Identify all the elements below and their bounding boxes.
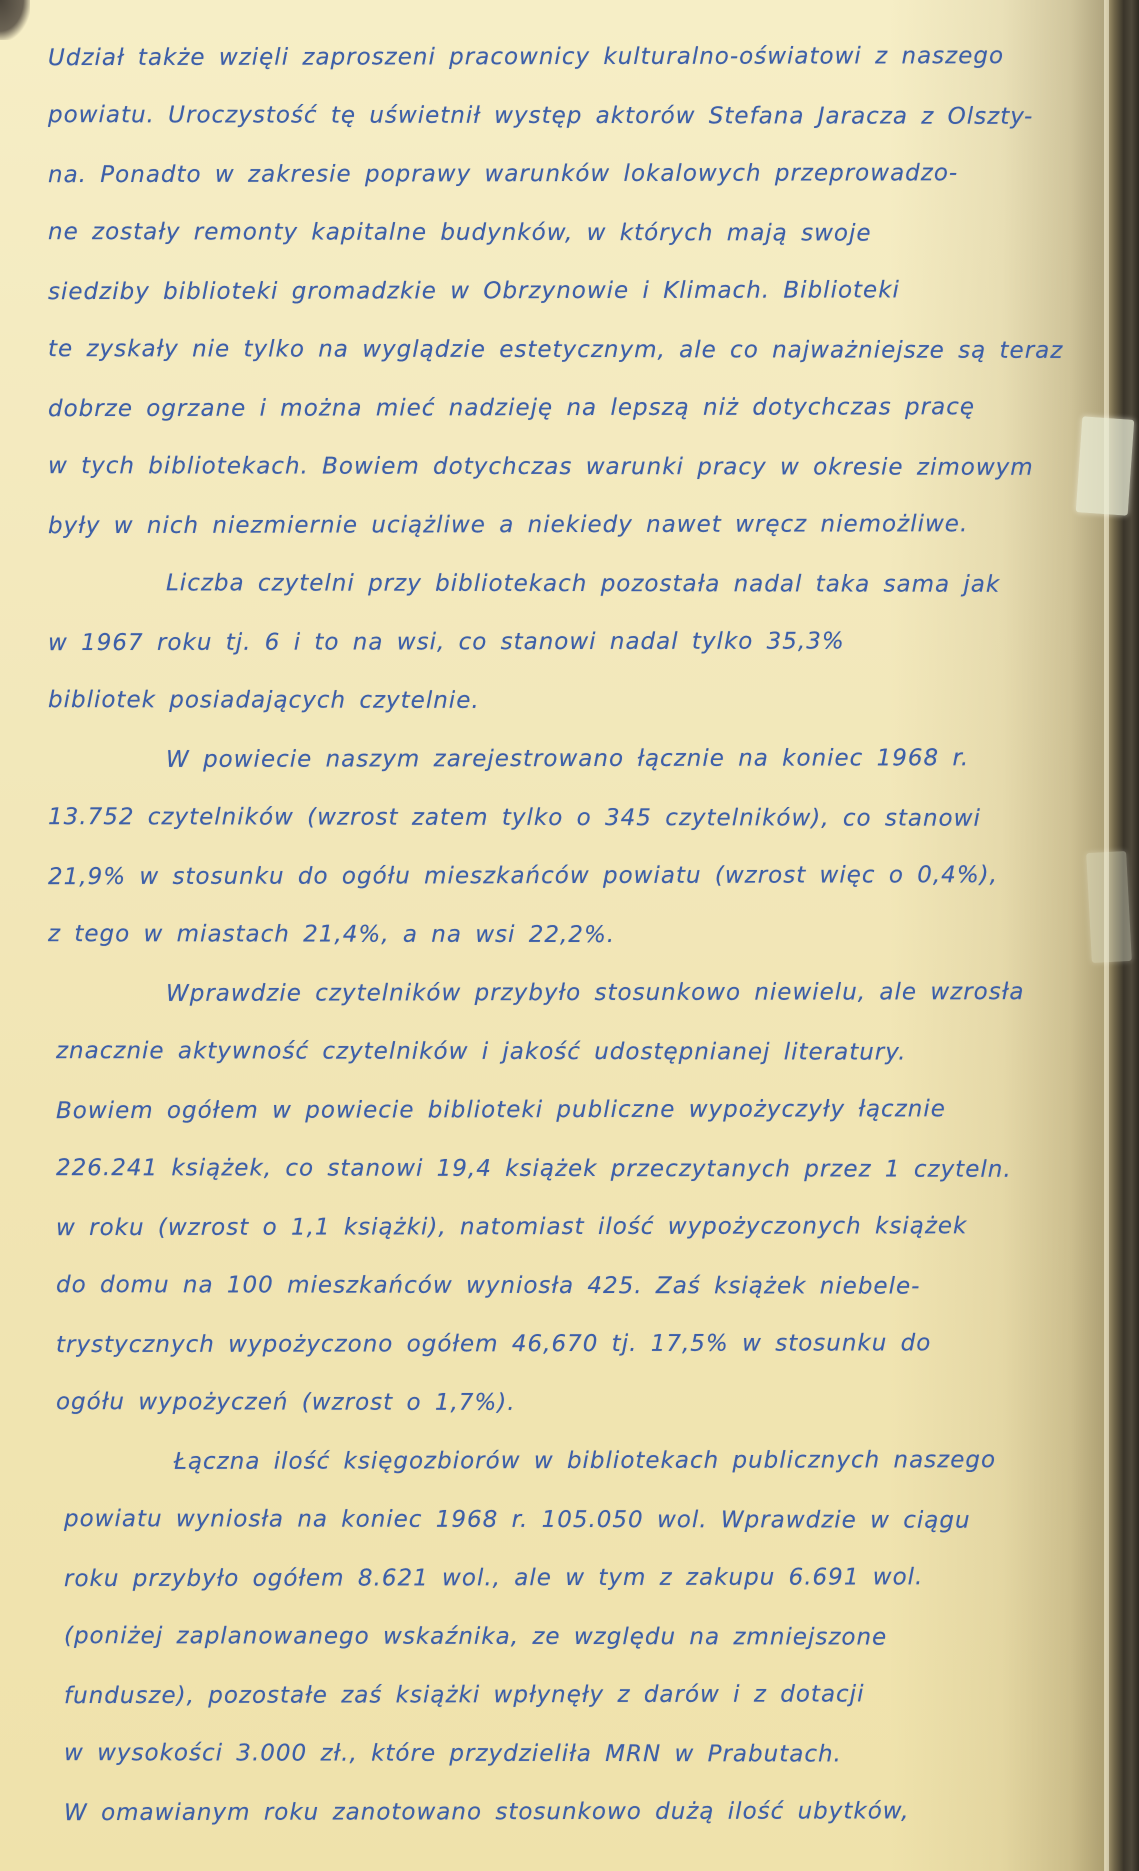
handwritten-line: Wprawdzie czytelników przybyło stosunkowo niewielu, ale wzrosła: [165, 979, 1025, 1007]
handwritten-line: 226.241 książek, co stanowi 19,4 książek przeczytanych przez 1 czyteln.: [55, 1154, 1012, 1183]
handwritten-line: 13.752 czytelników (wzrost zatem tylko o 345 czytelników), co stanowi: [47, 803, 981, 832]
handwritten-line: w 1967 roku tj. 6 i to na wsi, co stanowi nadal tylko 35,3%: [47, 628, 845, 657]
handwritten-line: ne zostały remonty kapitalne budynków, w których mają swoje: [47, 218, 872, 247]
handwritten-line: trystycznych wypożyczono ogółem 46,670 tj. 17,5% w stosunku do: [55, 1330, 932, 1359]
handwritten-line: w roku (wzrost o 1,1 książki), natomiast ilość wypożyczonych książek: [55, 1213, 968, 1242]
handwritten-line: w tych bibliotekach. Bowiem dotychczas warunki pracy w okresie zimowym: [47, 452, 1034, 481]
handwritten-line: W powiecie naszym zarejestrowano łącznie na koniec 1968 r.: [165, 745, 970, 773]
handwritten-line: z tego w miastach 21,4%, a na wsi 22,2%.: [47, 920, 616, 948]
handwritten-line: Liczba czytelni przy bibliotekach pozostała nadal taka sama jak: [165, 569, 1001, 598]
handwritten-line: Udział także wzięli zaproszeni pracownicy kulturalno-oświatowi z naszego: [47, 43, 1005, 72]
handwritten-line: znacznie aktywność czytelników i jakość udostępnianej literatury.: [55, 1037, 907, 1066]
handwritten-line: Łączna ilość księgozbiorów w bibliotekach publicznych naszego: [173, 1447, 997, 1475]
handwritten-text-block: [48, 28, 1108, 1842]
handwritten-line: roku przybyło ogółem 8.621 wol., ale w tym z zakupu 6.691 wol.: [63, 1564, 924, 1593]
handwritten-line: bibliotek posiadających czytelnie.: [47, 686, 480, 714]
handwritten-line: 21,9% w stosunku do ogółu mieszkańców powiatu (wzrost więc o 0,4%),: [47, 862, 998, 891]
handwritten-line: ogółu wypożyczeń (wzrost o 1,7%).: [55, 1388, 516, 1416]
handwritten-line: na. Ponadto w zakresie poprawy warunków lokalowych przeprowadzo-: [47, 160, 959, 189]
handwritten-line: powiatu. Uroczystość tę uświetnił występ aktorów Stefana Jaracza z Olszty-: [47, 101, 1034, 130]
handwritten-line: w wysokości 3.000 zł., które przydzieliła MRN w Prabutach.: [63, 1739, 842, 1767]
handwritten-line: (poniżej zaplanowanego wskaźnika, ze względu na zmniejszone: [63, 1622, 888, 1651]
handwritten-line: fundusze), pozostałe zaś książki wpłynęły z darów i z dotacji: [63, 1681, 865, 1710]
handwritten-line: siedziby biblioteki gromadzkie w Obrzynowie i Klimach. Biblioteki: [47, 277, 900, 306]
handwritten-line: dobrze ogrzane i można mieć nadzieję na lepszą niż dotychczas pracę: [47, 394, 976, 423]
handwritten-line: te zyskały nie tylko na wyglądzie estetycznym, ale co najważniejsze są teraz: [47, 335, 1064, 364]
handwritten-line: W omawianym roku zanotowano stosunkowo dużą ilość ubytków,: [63, 1798, 910, 1827]
handwritten-line: były w nich niezmiernie uciążliwe a niekiedy nawet wręcz niemożliwe.: [47, 511, 969, 540]
handwritten-line: do domu na 100 mieszkańców wyniosła 425. Zaś książek niebele-: [55, 1271, 921, 1300]
handwritten-line: Bowiem ogółem w powiecie biblioteki publiczne wypożyczyły łącznie: [55, 1096, 946, 1125]
handwritten-line: powiatu wyniosła na koniec 1968 r. 105.050 wol. Wprawdzie w ciągu: [63, 1505, 971, 1534]
scan-corner-shadow: [0, 0, 30, 40]
